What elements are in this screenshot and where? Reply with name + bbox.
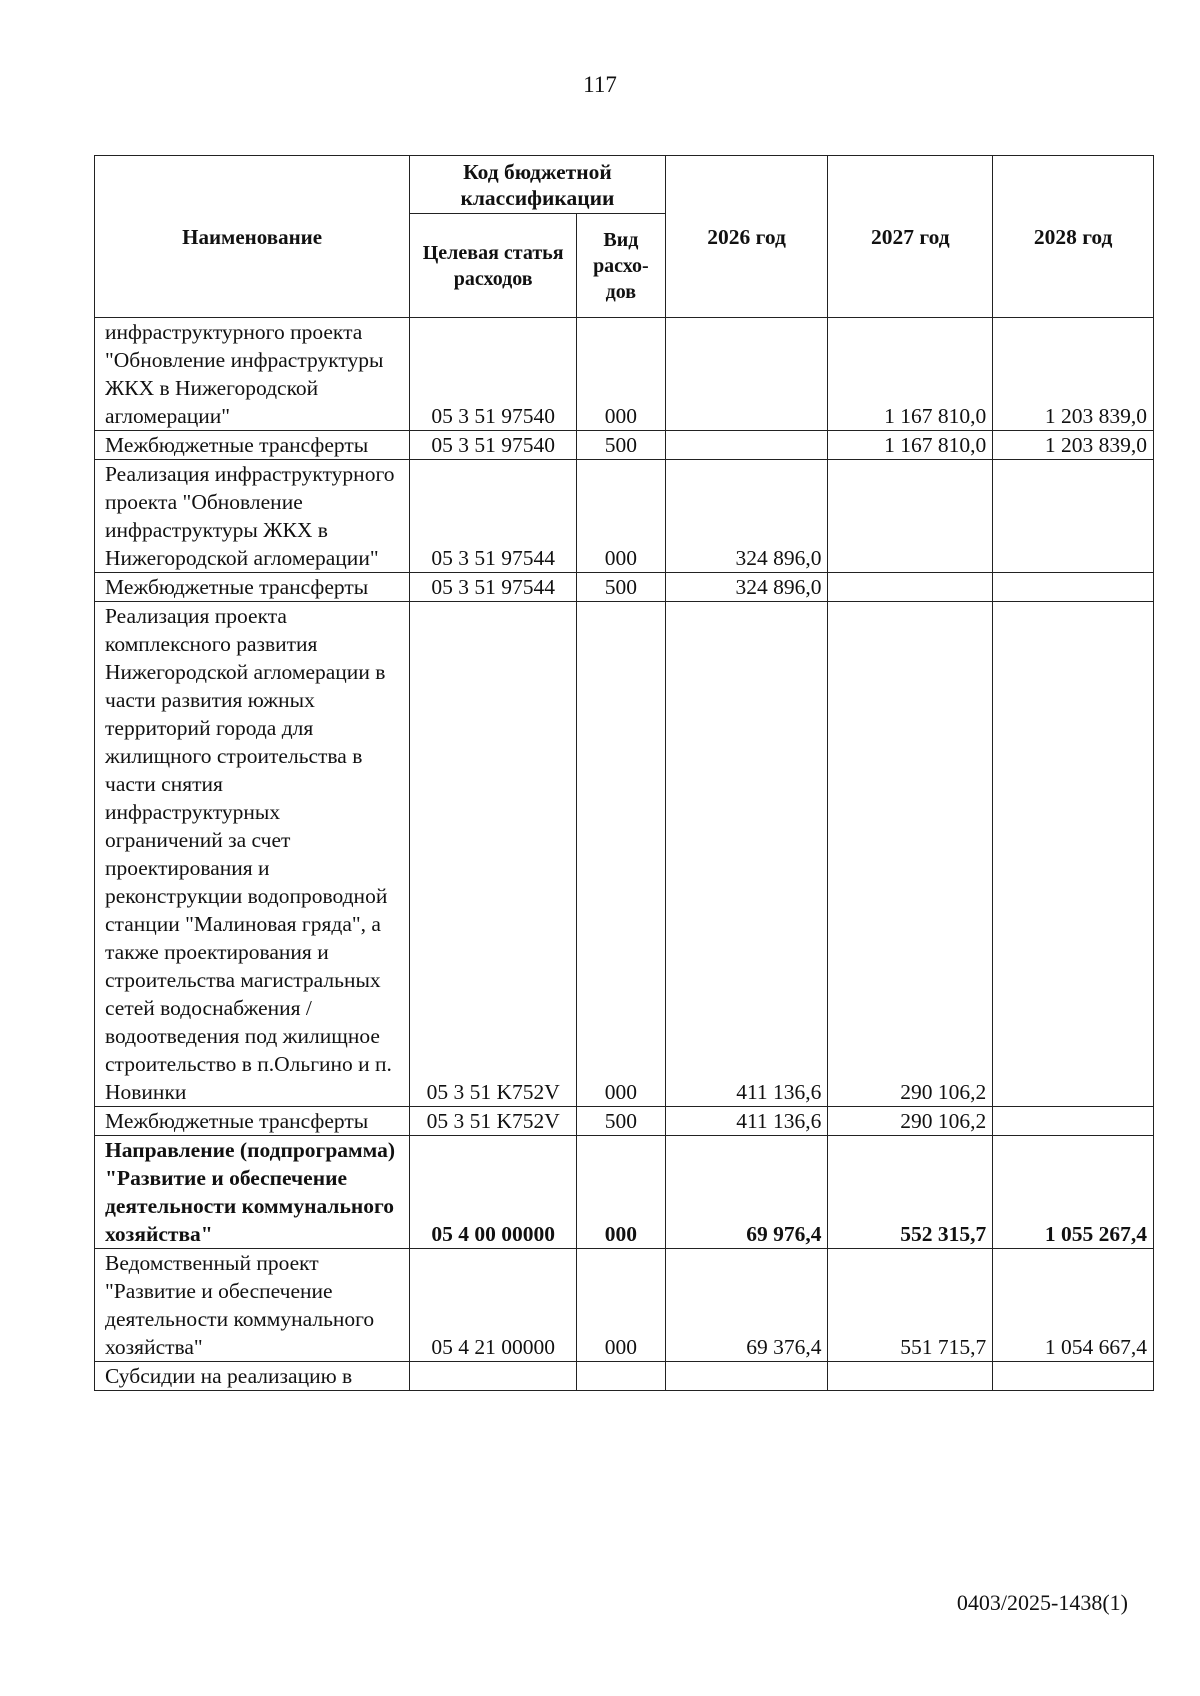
row-code: 05 3 51 97540 <box>410 431 577 460</box>
row-name: Межбюджетные трансферты <box>95 431 410 460</box>
table-row-subprogram <box>95 1136 1154 1249</box>
row-vid: 000 <box>577 318 666 431</box>
row-vid: 000 <box>577 602 666 1107</box>
row-2026: 324 896,0 <box>665 573 828 602</box>
row-vid: 500 <box>577 431 666 460</box>
budget-table <box>94 155 1154 1391</box>
table-row <box>95 318 1154 431</box>
row-name: Межбюджетные трансферты <box>95 573 410 602</box>
row-2028: 1 054 667,4 <box>993 1249 1154 1362</box>
row-2028: 1 055 267,4 <box>993 1136 1154 1249</box>
row-vid <box>577 1362 666 1391</box>
row-2028 <box>993 1107 1154 1136</box>
header-2026: 2026 год <box>665 156 828 318</box>
header-kbk: Код бюджетной классификации <box>410 156 665 214</box>
document-code: 0403/2025-1438(1) <box>956 1590 1128 1615</box>
row-name: инфраструктурного проекта "Обновление инфраструктуры ЖКХ в Нижегородской агломерации" <box>95 318 410 431</box>
row-2027 <box>828 573 993 602</box>
row-code: 05 4 21 00000 <box>410 1249 577 1362</box>
row-code: 05 3 51 K752V <box>410 602 577 1107</box>
row-vid: 000 <box>577 460 666 573</box>
row-2027: 552 315,7 <box>828 1136 993 1249</box>
table-row <box>95 460 1154 573</box>
row-code: 05 3 51 97540 <box>410 318 577 431</box>
row-2026 <box>665 1362 828 1391</box>
row-code <box>410 1362 577 1391</box>
row-2027: 551 715,7 <box>828 1249 993 1362</box>
row-2027: 290 106,2 <box>828 602 993 1107</box>
row-name: Межбюджетные трансферты <box>95 1107 410 1136</box>
row-vid: 000 <box>577 1249 666 1362</box>
row-name: Направление (подпрограмма) "Развитие и обеспечение деятельности коммунального хозяйства" <box>95 1136 410 1249</box>
row-2027 <box>828 460 993 573</box>
table-header <box>95 156 1154 318</box>
row-2027: 1 167 810,0 <box>828 318 993 431</box>
row-name: Реализация проекта комплексного развития Нижегородской агломерации в части развития южных территорий города для жилищного строительства в части снятия инфраструктурных ограничений за счет проектирования и реконструкции водопроводной станции "Малиновая гряда", а также проектирования и строительства магистральных сетей водоснабжения / водоотведения под жилищное строительство в п.Ольгино и п. Новинки <box>95 602 410 1107</box>
row-2028 <box>993 602 1154 1107</box>
header-target-article: Целевая статья расходов <box>410 214 577 318</box>
row-2027 <box>828 1362 993 1391</box>
header-2027: 2027 год <box>828 156 993 318</box>
row-2026: 69 976,4 <box>665 1136 828 1249</box>
header-name: Наименование <box>95 156 410 318</box>
table-row <box>95 602 1154 1107</box>
row-2027: 1 167 810,0 <box>828 431 993 460</box>
row-vid: 000 <box>577 1136 666 1249</box>
row-code: 05 4 00 00000 <box>410 1136 577 1249</box>
header-expense-type: Вид расхо-дов <box>577 214 666 318</box>
table-row <box>95 573 1154 602</box>
row-vid: 500 <box>577 573 666 602</box>
header-2028: 2028 год <box>993 156 1154 318</box>
row-2026: 324 896,0 <box>665 460 828 573</box>
row-name: Ведомственный проект "Развитие и обеспечение деятельности коммунального хозяйства" <box>95 1249 410 1362</box>
page-number: 117 <box>583 72 617 97</box>
row-2026: 411 136,6 <box>665 602 828 1107</box>
row-vid: 500 <box>577 1107 666 1136</box>
row-code: 05 3 51 97544 <box>410 460 577 573</box>
row-2028: 1 203 839,0 <box>993 431 1154 460</box>
row-2028 <box>993 460 1154 573</box>
row-2027: 290 106,2 <box>828 1107 993 1136</box>
row-code: 05 3 51 K752V <box>410 1107 577 1136</box>
row-2026 <box>665 431 828 460</box>
row-name: Субсидии на реализацию в <box>95 1362 410 1391</box>
table-row <box>95 1249 1154 1362</box>
row-2026: 69 376,4 <box>665 1249 828 1362</box>
table-row <box>95 1107 1154 1136</box>
row-2028 <box>993 1362 1154 1391</box>
row-name: Реализация инфраструктурного проекта "Обновление инфраструктуры ЖКХ в Нижегородской агломерации" <box>95 460 410 573</box>
table-row <box>95 431 1154 460</box>
row-2026 <box>665 318 828 431</box>
row-code: 05 3 51 97544 <box>410 573 577 602</box>
table-row <box>95 1362 1154 1391</box>
row-2026: 411 136,6 <box>665 1107 828 1136</box>
row-2028 <box>993 573 1154 602</box>
row-2028: 1 203 839,0 <box>993 318 1154 431</box>
